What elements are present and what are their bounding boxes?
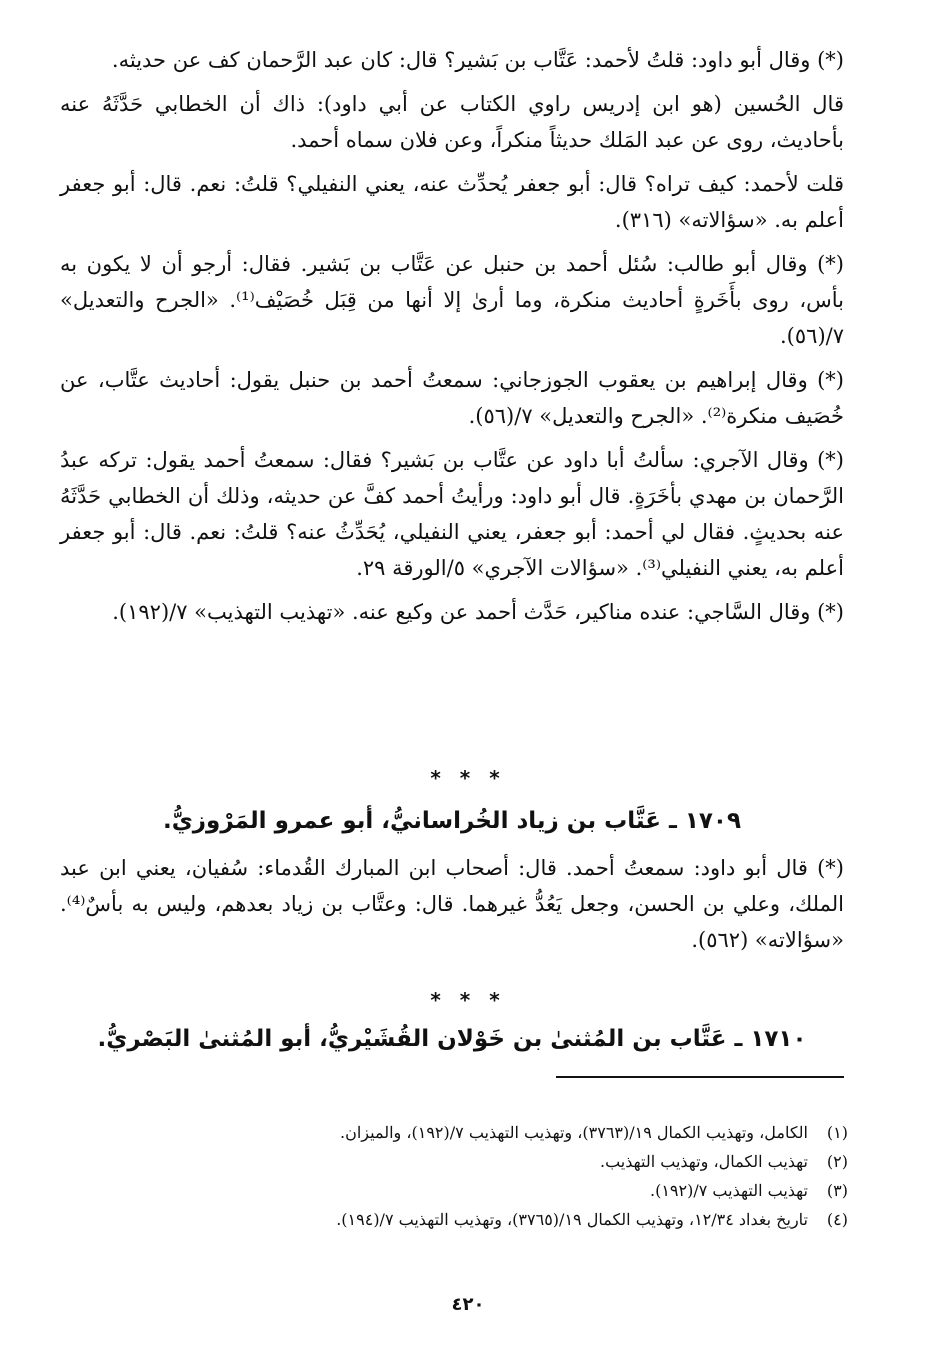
paragraph: (*) وقال إبراهيم بن يعقوب الجوزجاني: سمعتُ أحمد بن حنبل يقول: أحاديث عتَّاب، عن خُصَيف منكرة⁽²⁾. «الجرح والتعديل» ٧/(٥٦). — [60, 368, 844, 428]
entry-1708-continued — [60, 42, 844, 630]
entry-1709-heading: ١٧٠٩ ـ عَتَّاب بن زياد الخُراسانيُّ، أبو عمرو المَرْوزيُّ. — [162, 808, 742, 834]
footnote-rule — [556, 1076, 844, 1078]
footnote-number: (٢) — [826, 1152, 848, 1171]
section-separator: * * * — [430, 988, 506, 1012]
page-number: ٤٢٠ — [451, 1294, 485, 1315]
entry-1709-body — [60, 850, 844, 958]
paragraph: قلت لأحمد: كيف تراه؟ قال: أبو جعفر يُحدِّث عنه، يعني النفيلي؟ قلتُ: نعم. قال: أبو جعفر أعلم به. «سؤالاته» (٣١٦). — [60, 172, 844, 232]
paragraph: (*) وقال أبو داود: قلتُ لأحمد: عَتَّاب بن بَشير؟ قال: كان عبد الرَّحمان كف عن حديثه. — [111, 48, 844, 72]
footnote — [60, 1118, 848, 1147]
paragraph: (*) وقال السَّاجي: عنده مناكير، حَدَّث أحمد عن وكيع عنه. «تهذيب التهذيب» ٧/(١٩٢). — [112, 600, 844, 624]
footnote — [60, 1147, 848, 1176]
footnote-text: الكامل، وتهذيب الكمال ١٩/(٣٧٦٣)، وتهذيب التهذيب ٧/(١٩٢)، والميزان. — [340, 1123, 808, 1142]
section-separator: * * * — [430, 766, 506, 790]
footnote-text: تهذيب التهذيب ٧/(١٩٢). — [650, 1181, 808, 1200]
footnote-number: (٤) — [826, 1210, 848, 1229]
paragraph: (*) وقال الآجري: سألتُ أبا داود عن عتَّاب بن بَشير؟ فقال: سمعتُ أحمد يقول: تركه عبدُ الرَّحمان بن مهدي بأخَرَةٍ. قال أبو داود: ورأيتُ أحمد كفَّ عن حديثه، وذلك أن الخطابي حَدَّثَهُ عنه بحديثٍ. فقال لي أحمد: أبو جعفر، يعني النفيلي، يُحَدِّثُ عنه؟ قلتُ: نعم. قال: أبو جعفر أعلم به، يعني النفيلي⁽³⁾. «سؤالات الآجري» ٥/الورقة ٢٩. — [60, 448, 844, 580]
footnote-text: تاريخ بغداد ١٢/٣٤، وتهذيب الكمال ١٩/(٣٧٦٥)، وتهذيب التهذيب ٧/(١٩٤). — [336, 1210, 808, 1229]
paragraph: (*) وقال أبو طالب: سُئل أحمد بن حنبل عن عَتَّاب بن بَشير. فقال: أرجو أن لا يكون به بأس، روى بأَخَرةٍ أحاديث منكرة، وما أرىٰ إلا أنها من قِبَل خُصَيْف⁽¹⁾. «الجرح والتعديل» ٧/(٥٦). — [60, 252, 844, 348]
footnote — [60, 1176, 848, 1205]
footnote-text: تهذيب الكمال، وتهذيب التهذيب. — [599, 1152, 808, 1171]
paragraph: قال الحُسين (هو ابن إدريس راوي الكتاب عن أبي داود): ذاك أن الخطابي حَدَّثَهُ عنه بأحاديث، روى عن عبد المَلك حديثاً منكراً، وعن فلان سماه أحمد. — [60, 92, 844, 152]
footnote-number: (٣) — [826, 1181, 848, 1200]
paragraph: (*) قال أبو داود: سمعتُ أحمد. قال: أصحاب ابن المبارك القُدماء: سُفيان، يعني ابن عبد الملك، وعلي بن الحسن، وجعل يَعُدُّ غيرهما. قال: وعتَّاب بن زياد بعدهم، وليس به بأسٌ⁽⁴⁾. «سؤالاته» (٥٦٢). — [60, 856, 844, 952]
entry-1710-heading: ١٧١٠ ـ عَتَّاب بن المُثنىٰ بن خَوْلان القُشَيْريُّ، أبو المُثنىٰ البَصْريُّ. — [97, 1026, 807, 1052]
footnotes — [60, 1118, 848, 1234]
footnote — [60, 1205, 848, 1234]
footnote-number: (١) — [826, 1123, 848, 1142]
